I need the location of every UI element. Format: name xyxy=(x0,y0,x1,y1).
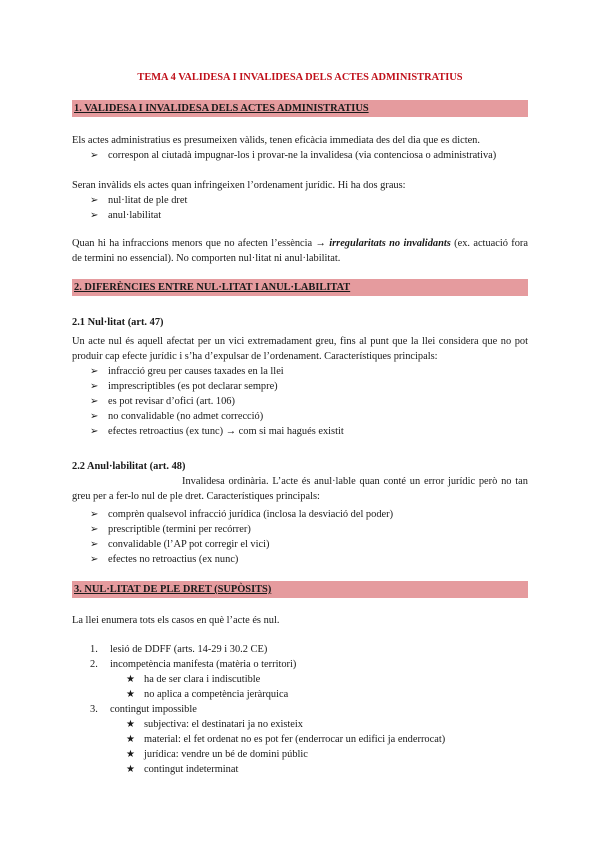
list-item-text: nul·litat de ple dret xyxy=(108,195,188,206)
paragraph-irregularities: Quan hi ha infraccions menors que no afecten l’essència → irregularitats no invalidants (ex. actuació fora de termini no essencial). No comporten nul·litat ni anul·labilitat. xyxy=(72,238,529,264)
sub-list-item-text: material: el fet ordenat no es pot fer (enderrocar un edifici ja enderrocat) xyxy=(144,734,446,745)
list-item xyxy=(90,148,496,163)
star-bullet-icon: ★ xyxy=(126,764,135,775)
list-item-text: efectes no retroactius (ex nunc) xyxy=(108,554,239,565)
section-heading-1: 1. VALIDESA I INVALIDESA DELS ACTES ADMINISTRATIUS xyxy=(72,100,528,117)
paragraph-nullity: Un acte nul és aquell afectat per un vici extremadament greu, fins al punt que la llei considera que no pot produir cap efecte jurídic i s’ha d’expulsar de l’ordenament. Característiques principals: xyxy=(72,336,528,362)
sub-list-wrapper xyxy=(90,717,445,777)
sub-list-item-text: no aplica a competència jeràrquica xyxy=(144,689,289,700)
sub-list-item xyxy=(126,717,445,732)
sub-list-item xyxy=(126,762,445,777)
paragraph-invalidity: Seran invàlids els actes quan infringeixen l’ordenament jurídic. Hi ha dos graus: xyxy=(72,180,406,191)
star-sub-list xyxy=(90,717,445,777)
star-bullet-icon: ★ xyxy=(126,749,135,760)
list-item xyxy=(90,522,393,537)
item-number: 1. xyxy=(90,644,98,655)
arrowhead-bullet-icon: ➢ xyxy=(90,411,99,422)
arrowhead-bullet-icon: ➢ xyxy=(90,381,99,392)
arrowhead-bullet-icon: ➢ xyxy=(90,195,99,206)
item-text: contingut impossible xyxy=(110,704,197,715)
arrowhead-bullet-icon: ➢ xyxy=(90,426,99,437)
list-item xyxy=(90,394,344,409)
bullet-list-nullity xyxy=(90,364,344,439)
sub-list-item xyxy=(126,732,445,747)
list-item xyxy=(90,379,344,394)
arrowhead-bullet-icon: ➢ xyxy=(90,210,99,221)
sub-list-item-text: contingut indeterminat xyxy=(144,764,239,775)
arrowhead-bullet-icon: ➢ xyxy=(90,509,99,520)
arrowhead-bullet-icon: ➢ xyxy=(90,150,99,161)
bullet-list-annulability xyxy=(90,507,393,567)
list-item xyxy=(90,208,187,223)
list-item xyxy=(90,507,393,522)
star-bullet-icon: ★ xyxy=(126,674,135,685)
sub-list-wrapper xyxy=(90,672,445,702)
document-title: TEMA 4 VALIDESA I INVALIDESA DELS ACTES ADMINISTRATIUS xyxy=(137,72,463,83)
list-item xyxy=(90,364,344,379)
bullet-list-validity xyxy=(90,148,496,163)
numbered-list-cases xyxy=(90,642,445,777)
star-bullet-icon: ★ xyxy=(126,719,135,730)
arrowhead-bullet-icon: ➢ xyxy=(90,539,99,550)
list-item-text: imprescriptibles (es pot declarar sempre) xyxy=(108,381,278,392)
item-number: 3. xyxy=(90,704,98,715)
list-item-text: prescriptible (termini per recórrer) xyxy=(108,524,251,535)
list-item-text: anul·labilitat xyxy=(108,210,162,221)
item-text: incompetència manifesta (matèria o territori) xyxy=(110,659,297,670)
sub-list-item xyxy=(126,687,445,702)
paragraph-validity: Els actes administratius es presumeixen vàlids, tenen eficàcia immediata des del dia que es dicten. xyxy=(72,135,480,146)
item-number: 2. xyxy=(90,659,98,670)
star-bullet-icon: ★ xyxy=(126,734,135,745)
subheading-annulability: 2.2 Anul·labilitat (art. 48) xyxy=(72,461,186,472)
list-item xyxy=(90,193,187,208)
section-heading-2: 2. DIFERÈNCIES ENTRE NUL·LITAT I ANUL·LABILITAT xyxy=(72,279,528,296)
sub-list-item xyxy=(126,747,445,762)
sub-list-item-text: subjectiva: el destinatari ja no existeix xyxy=(144,719,303,730)
numbered-item xyxy=(90,642,445,657)
list-item xyxy=(90,409,344,424)
arrowhead-bullet-icon: ➢ xyxy=(90,554,99,565)
list-item-text: infracció greu per causes taxades en la llei xyxy=(108,366,284,377)
numbered-item xyxy=(90,702,445,717)
section-heading-3: 3. NUL·LITAT DE PLE DRET (SUPÒSITS) xyxy=(72,581,528,598)
list-item xyxy=(90,537,393,552)
sub-list-item-text: ha de ser clara i indiscutible xyxy=(144,674,261,685)
list-item-text: convalidable (l’AP pot corregir el vici) xyxy=(108,539,270,550)
paragraph-cases: La llei enumera tots els casos en què l’acte és nul. xyxy=(72,615,280,626)
list-item-text: correspon al ciutadà impugnar-los i provar-ne la invalidesa (via contenciosa o administrativa) xyxy=(108,150,497,161)
item-text: lesió de DDFF (arts. 14-29 i 30.2 CE) xyxy=(110,644,268,655)
list-item-text: es pot revisar d’ofici (art. 106) xyxy=(108,396,235,407)
subheading-nullity: 2.1 Nul·litat (art. 47) xyxy=(72,317,164,328)
arrowhead-bullet-icon: ➢ xyxy=(90,396,99,407)
list-item xyxy=(90,552,393,567)
sub-list-item xyxy=(126,672,445,687)
sub-list-item-text: jurídica: vendre un bé de domini públic xyxy=(144,749,308,760)
bullet-list-grades xyxy=(90,193,187,223)
list-item-text: no convalidable (no admet correcció) xyxy=(108,411,264,422)
list-item-text: comprèn qualsevol infracció jurídica (inclosa la desviació del poder) xyxy=(108,509,394,520)
irregularities-term: irregularitats no invalidants xyxy=(329,238,451,249)
list-item-text: efectes retroactius (ex tunc) → com si mai hagués existit xyxy=(108,426,344,437)
star-sub-list xyxy=(90,672,445,702)
paragraph-annulability: Invalidesa ordinària. L’acte és anul·lable quan conté un error jurídic però no tan greu per a fer-lo nul de ple dret. Característiques principals: xyxy=(72,476,528,502)
list-item xyxy=(90,424,344,439)
arrowhead-bullet-icon: ➢ xyxy=(90,366,99,377)
numbered-item xyxy=(90,657,445,672)
star-bullet-icon: ★ xyxy=(126,689,135,700)
arrowhead-bullet-icon: ➢ xyxy=(90,524,99,535)
